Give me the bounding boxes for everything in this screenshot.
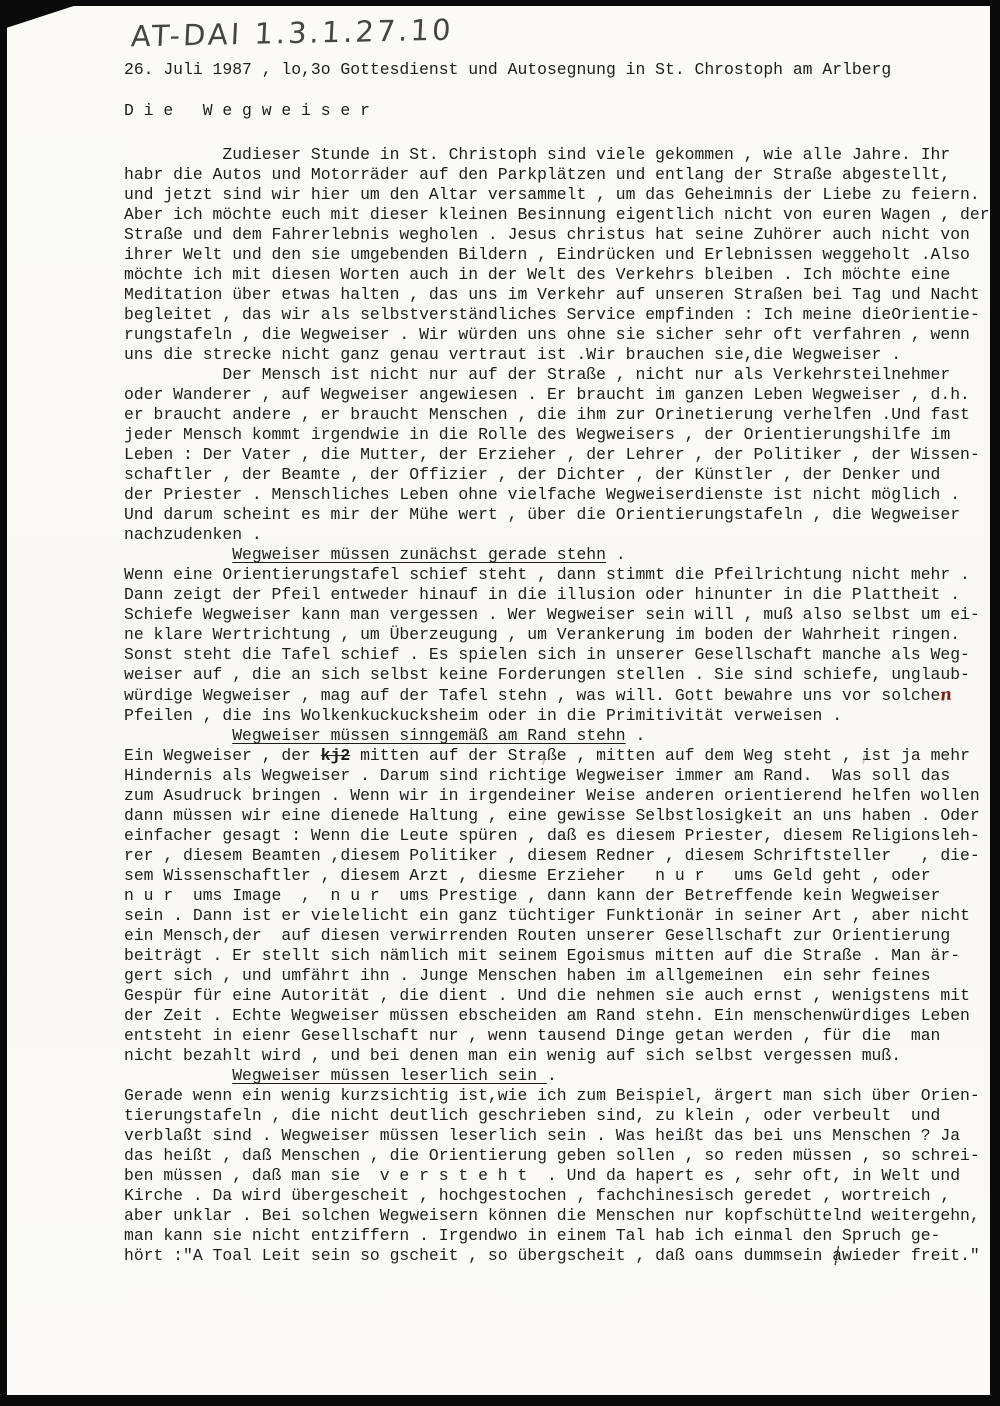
text-line: weiser auf , die an sich selbst keine Forderungen stellen . Sie sind schiefe, unglaub- (124, 665, 970, 684)
text-line: der Priester . Menschliches Leben ohne vielfache Wegweiserdienste ist nicht möglich . (124, 485, 961, 504)
text-line: Hindernis als Wegweiser . Darum sind richtige Wegweiser immer am Rand. Was soll das (124, 766, 951, 785)
text-segment (124, 1066, 232, 1085)
text-line: gert sich , und umfährt ihn . Junge Menschen haben im allgemeinen ein sehr feines (124, 966, 931, 985)
text-line: Leben : Der Vater , die Mutter, der Erzieher , der Lehrer , der Politiker , der Wissen- (124, 445, 980, 464)
text-line: Schiefe Wegweiser kann man vergessen . Wer Wegweiser sein will , muß also selbst um ei- (124, 605, 980, 624)
text-line: Meditation über etwas halten , das uns im Verkehr auf unseren Straßen bei Tag und Nacht (124, 285, 980, 304)
text-segment (124, 726, 232, 745)
text-segment: würdige Wegweiser , mag auf der Tafel stehn , was will. Gott bewahre uns vor solche (124, 686, 941, 705)
text-line: begleitet , das wir als selbstverständliches Service empfinden : Ich meine dieOrientie- (124, 305, 980, 324)
typewritten-text (124, 145, 990, 1266)
text-line: n u r ums Image , n u r ums Prestige , dann kann der Betreffende kein Wegweiser (124, 886, 941, 905)
text-segment: wieder freit." (842, 1246, 980, 1265)
text-segment-u: Wegweiser müssen leserlich sein (232, 1066, 547, 1085)
text-segment-hand: n (939, 684, 954, 705)
text-segment-strike: kj2 (320, 746, 351, 765)
text-line (124, 746, 990, 766)
text-line (124, 1066, 990, 1086)
text-line: Straße und dem Fahrerlebnis wegholen . Jesus christus hat seine Zuhörer auch nicht von (124, 225, 970, 244)
text-segment-slash: a (832, 1246, 843, 1265)
text-line: Gerade wenn ein wenig kurzsichtig ist,wie ich zum Beispiel, ärgert man sich über Orien- (124, 1086, 980, 1105)
text-line: Dann zeigt der Pfeil entweder hinauf in die illusion oder hinunter in die Plattheit . (124, 585, 961, 604)
text-line: ihrer Welt und den sie umgebenden Bildern , Eindrücken und Erlebnissen weggeholt .Also (124, 245, 970, 264)
text-line: Aber ich möchte euch mit dieser kleinen Besinnung eigentlich nicht von euren Wagen , der (124, 205, 990, 224)
text-segment (124, 545, 232, 564)
text-line: der Zeit . Echte Wegweiser müssen ebscheiden am Rand stehn. Ein menschenwürdiges Leben (124, 1006, 970, 1025)
text-line: möchte ich mit diesen Worten auch in der Welt des Verkehrs bleiben . Ich möchte eine (124, 265, 951, 284)
text-line (124, 685, 990, 706)
text-segment-u: Wegweiser müssen sinngemäß am Rand stehn (232, 726, 626, 745)
scan-corner-shadow (0, 0, 92, 30)
text-line: rer , diesem Beamten ,diesem Politiker , diesem Redner , diesem Schriftsteller , die- (124, 846, 980, 865)
text-line: habr die Autos und Motorräder auf den Parkplätzen und entlang der Straße abgestellt, (124, 165, 951, 184)
text-line: rungstafeln , die Wegweiser . Wir würden uns ohne sie sicher sehr oft verfahren , wenn (124, 325, 970, 344)
text-line: oder Wanderer , auf Wegweiser angewiesen . Er braucht im ganzen Leben Wegweiser , d.h. (124, 385, 970, 404)
text-segment-u: Wegweiser müssen zunächst gerade stehn (232, 545, 606, 564)
date-occasion-line: 26. Juli 1987 , lo,3o Gottesdienst und Autosegnung in St. Chrostoph am Arlberg (124, 60, 892, 79)
text-line: entsteht in eienr Gesellschaft nur , wenn tausend Dinge getan werden , für die man (124, 1026, 941, 1045)
text-line: Sonst steht die Tafel schief . Es spielen sich in unserer Gesellschaft manche als Weg- (124, 645, 970, 664)
text-line: ne klare Wertrichtung , um Überzeugung , um Verankerung im boden der Wahrheit ringen. (124, 625, 961, 644)
text-line: Und darum scheint es mir der Mühe wert , über die Orientierungstafeln , die Wegweiser (124, 505, 961, 524)
text-segment: . (546, 1066, 557, 1085)
text-line: tierungstafeln , die nicht deutlich geschrieben sind, zu klein , oder verbeult und (124, 1106, 941, 1125)
archive-reference-handwritten: AT-DAI 1.3.1.27.10 (130, 12, 455, 54)
text-line: aber unklar . Bei solchen Wegweisern können die Menschen nur kopfschüttelnd weitergehn, (124, 1206, 980, 1225)
text-line: beiträgt . Er stellt sich nämlich mit seinem Egoismus mitten auf die Straße . Man är- (124, 946, 961, 965)
text-line: nicht bezahlt wird , und bei denen man ein wenig auf sich selbst vergessen muß. (124, 1046, 902, 1065)
text-line: dann müssen wir eine dienede Haltung , eine gewisse Selbstlosigkeit an uns haben . Oder (124, 806, 980, 825)
text-line: Der Mensch ist nicht nur auf der Straße , nicht nur als Verkehrsteilnehmer (124, 365, 951, 384)
text-line: schaftler , der Beamte , der Offizier , der Dichter , der Künstler , der Denker und (124, 465, 941, 484)
text-line: er braucht andere , er braucht Menschen , die ihm zur Orinetierung verhelfen .Und fast (124, 405, 970, 424)
text-line: Zudieser Stunde in St. Christoph sind viele gekommen , wie alle Jahre. Ihr (124, 145, 951, 164)
text-segment: . (605, 545, 626, 564)
text-line: einfacher gesagt : Wenn die Leute spüren , daß es diesem Priester, diesem Religionsleh- (124, 826, 980, 845)
text-line: Wenn eine Orientierungstafel schief steht , dann stimmt die Pfeilrichtung nicht mehr . (124, 565, 970, 584)
text-line (124, 726, 990, 746)
text-line: Pfeilen , die ins Wolkenkuckucksheim oder in die Primitivität verweisen . (124, 706, 843, 725)
text-line: man kann sie nicht entziffern . Irgendwo in einem Tal hab ich einmal den Spruch ge- (124, 1226, 941, 1245)
text-segment: hört :"A Toal Leit sein so gscheit , so übergscheit , daß oans dummsein (124, 1246, 833, 1265)
text-line: verblaßt sind . Wegweiser müssen leserlich sein . Was heißt das bei uns Menschen ? Ja (124, 1126, 961, 1145)
text-line: zum Asudruck bringen . Wenn wir in irgendeiner Weise anderen orientierend helfen wollen (124, 786, 980, 805)
text-line (124, 1246, 990, 1266)
text-line: ben müssen , daß man sie v e r s t e h t . Und da hapert es , sehr oft, in Welt und (124, 1166, 961, 1185)
text-line: jeder Mensch kommt irgendwie in die Rolle des Wegweisers , der Orientierungshilfe im (124, 425, 951, 444)
document-page (7, 6, 990, 1395)
text-line: Gespür für eine Autorität , die dient . Und die nehmen sie auch ernst , wenigstens mit (124, 986, 970, 1005)
text-segment: . (625, 726, 646, 745)
text-line: ein Mensch,der auf diesen verwirrenden Routen unserer Gesellschaft zur Orientierung (124, 926, 951, 945)
text-segment: mitten auf der Straße , mitten auf dem Weg steht , ist ja mehr (350, 746, 970, 765)
text-line: und jetzt sind wir hier um den Altar versammelt , um das Geheimnis der Liebe zu feiern. (124, 185, 980, 204)
text-line: sein . Dann ist er vielelicht ein ganz tüchtiger Funktionär in seiner Art , aber nicht (124, 906, 970, 925)
text-line: uns die strecke nicht ganz genau vertraut ist .Wir brauchen sie,die Wegweiser . (124, 345, 902, 364)
text-line: nachzudenken . (124, 525, 262, 544)
text-line: Kirche . Da wird übergescheit , hochgestochen , fachchinesisch geredet , wortreich , (124, 1186, 951, 1205)
text-line: das heißt , daß Menschen , die Orientierung geben sollen , so reden müssen , so schrei- (124, 1146, 980, 1165)
text-segment: Ein Wegweiser , der (124, 746, 321, 765)
text-line: sem Wissenschaftler , diesem Arzt , diesme Erzieher n u r ums Geld geht , oder (124, 866, 931, 885)
document-title: D i e W e g w e i s e r (124, 101, 370, 120)
text-line (124, 545, 990, 565)
